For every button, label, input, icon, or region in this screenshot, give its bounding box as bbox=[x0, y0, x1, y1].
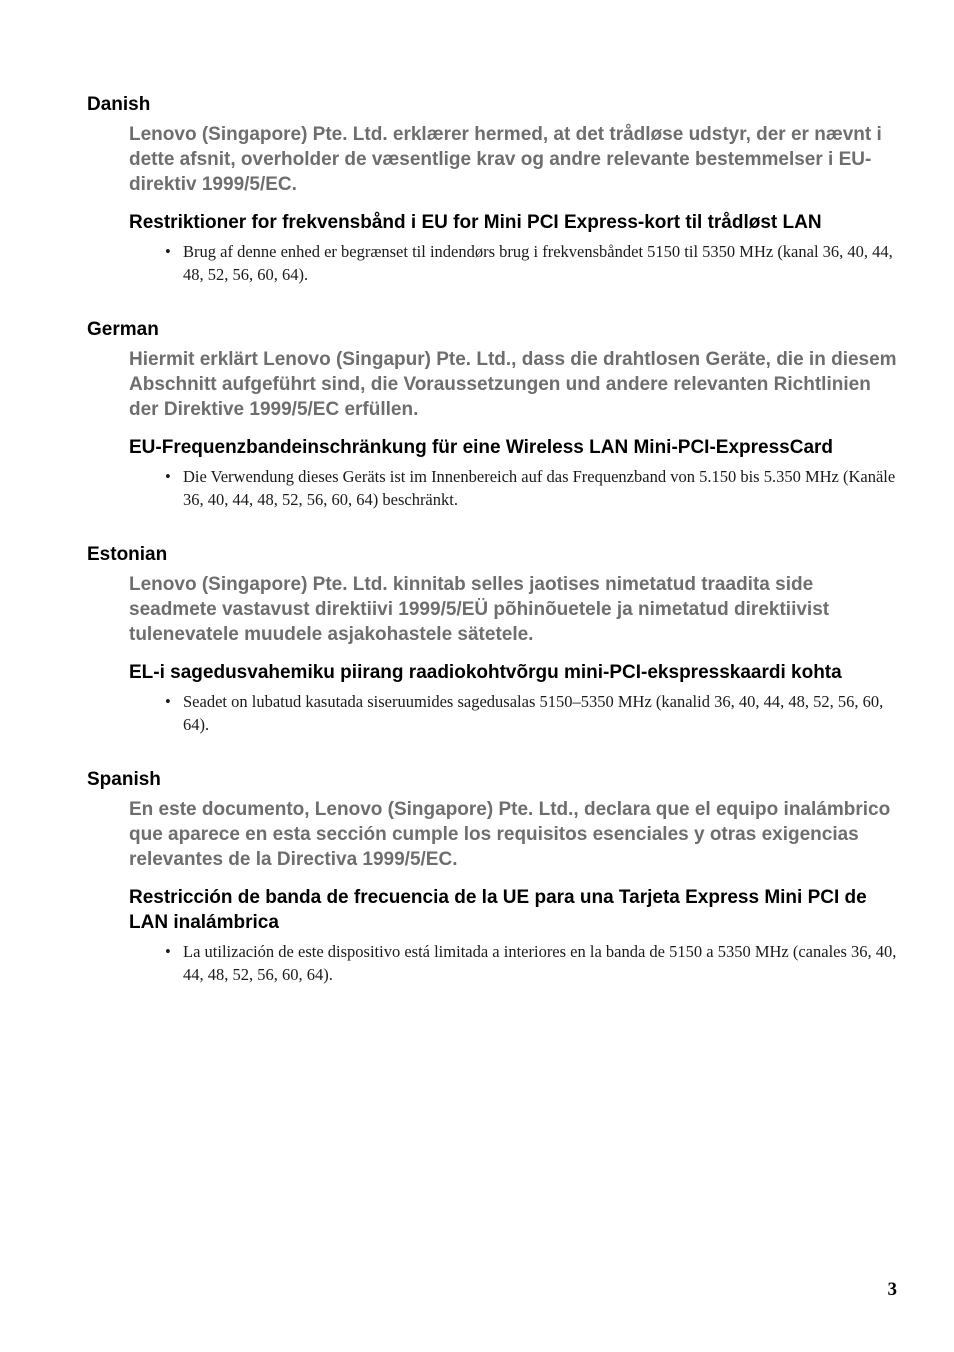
language-heading: Danish bbox=[87, 94, 151, 115]
bullet-marker: • bbox=[165, 467, 171, 486]
restriction-heading: EL-i sagedusvahemiku piirang raadiokohtvõrgu mini-PCI-ekspresskaardi kohta bbox=[129, 662, 842, 683]
list-item-text: Brug af denne enhed er begrænset til indendørs brug i frekvensbåndet 5150 til 5350 MHz (kanal 36, 40, 44, 48, 52, 56, 60, 64). bbox=[183, 242, 893, 284]
bullet-marker: • bbox=[165, 942, 171, 961]
declaration-text: En este documento, Lenovo (Singapore) Pte. Ltd., declara que el equipo inalámbrico que aparece en esta sección cumple los requisitos esenciales y otras exigencias relevantes de la Directiva 1999/5/EC. bbox=[129, 799, 891, 870]
restriction-heading: Restricción de banda de frecuencia de la UE para una Tarjeta Express Mini PCI de LAN inalámbrica bbox=[129, 887, 867, 933]
bullet-marker: • bbox=[165, 242, 171, 261]
section-danish bbox=[87, 92, 907, 286]
restriction-heading: EU-Frequenzbandeinschränkung für eine Wireless LAN Mini-PCI-ExpressCard bbox=[129, 437, 834, 458]
declaration-text: Lenovo (Singapore) Pte. Ltd. erklærer hermed, at det trådløse udstyr, der er nævnt i dette afsnit, overholder de væsentlige krav og andre relevante bestemmelser i EU-direktiv 1999/5/EC. bbox=[129, 124, 882, 195]
declaration-text: Lenovo (Singapore) Pte. Ltd. kinnitab selles jaotises nimetatud traadita side seadmete vastavust direktiivi 1999/5/EÜ põhinõuetele ja nimetatud direktiivist tulenevatele muudele asjakohastele sätetele. bbox=[129, 574, 830, 645]
bullet-marker: • bbox=[165, 692, 171, 711]
restriction-list bbox=[165, 241, 900, 286]
list-item-text: La utilización de este dispositivo está limitada a interiores en la banda de 5150 a 5350 MHz (canales 36, 40, 44, 48, 52, 56, 60, 64). bbox=[183, 942, 897, 984]
page-number: 3 bbox=[887, 1279, 897, 1300]
section-estonian bbox=[87, 542, 907, 736]
language-heading: Estonian bbox=[87, 544, 168, 565]
list-item bbox=[165, 941, 900, 986]
restriction-heading: Restriktioner for frekvensbånd i EU for Mini PCI Express-kort til trådløst LAN bbox=[129, 212, 822, 233]
list-item bbox=[165, 691, 900, 736]
restriction-list bbox=[165, 691, 900, 736]
section-spanish bbox=[87, 767, 907, 986]
list-item-text: Die Verwendung dieses Geräts ist im Innenbereich auf das Frequenzband von 5.150 bis 5.350 MHz (Kanäle 36, 40, 44, 48, 52, 56, 60, 64) beschränkt. bbox=[183, 467, 896, 509]
language-heading: Spanish bbox=[87, 769, 161, 790]
restriction-list bbox=[165, 941, 900, 986]
declaration-text: Hiermit erklärt Lenovo (Singapur) Pte. Ltd., dass die drahtlosen Geräte, die in diesem Abschnitt aufgeführt sind, die Voraussetzungen und andere relevanten Richtlinien der Direktive 1999/5/EC erfüllen. bbox=[129, 349, 897, 420]
restriction-list bbox=[165, 466, 900, 511]
section-german bbox=[87, 317, 907, 511]
list-item-text: Seadet on lubatud kasutada siseruumides sagedusalas 5150–5350 MHz (kanalid 36, 40, 44, 48, 52, 56, 60, 64). bbox=[183, 692, 884, 734]
list-item bbox=[165, 241, 900, 286]
list-item bbox=[165, 466, 900, 511]
language-heading: German bbox=[87, 319, 159, 340]
